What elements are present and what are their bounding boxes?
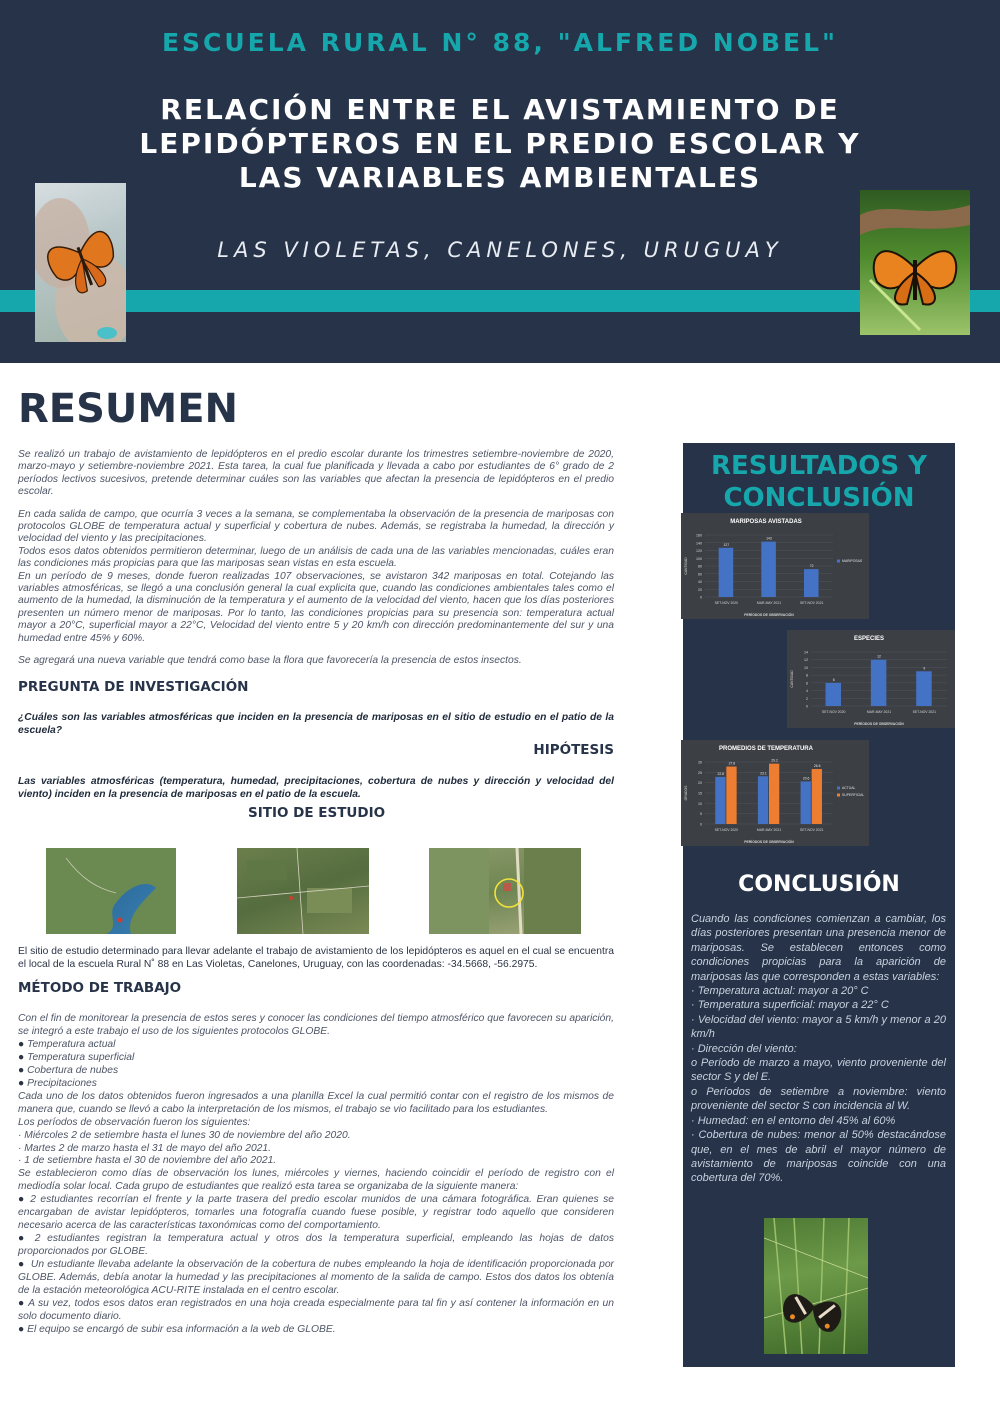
data-label: 29.2 [771, 758, 778, 763]
conclusion-line: · Velocidad del viento: mayor a 5 km/h y menor a 20 km/h [691, 1013, 946, 1041]
y-tick-label: 12 [804, 658, 808, 663]
chart-title: MARIPOSAS AVISTADAS [730, 519, 802, 525]
y-tick-label: 5 [700, 812, 702, 817]
hipotesis-text: Las variables atmosféricas (temperatura, humedad, precipitaciones, cobertura de nubes y dirección y velocidad del viento) inciden en la presencia de mariposas en el patio de la escuela. [18, 776, 614, 800]
x-tick-label: SET-NOV 2021 [799, 828, 824, 832]
bar [916, 671, 932, 706]
resumen-paragraph: Se agregará una nueva variable que tendrá como base la flora que favorecería la presencia de estos insectos. [18, 655, 522, 667]
resumen-paragraph: Se realizó un trabajo de avistamiento de lepidópteros en el predio escolar durante los trimestres setiembre-noviembre de 2020, marzo-mayo y setiembre-noviembre 2021. Esta tarea, la cual fue planificada y llevada a cabo por estudiantes de 6° grado de 2 períodos lectivos sucesivos, pretende determinar cuáles son las variables que afectan la presencia de lepidópteros en el predio escolar. [18, 449, 614, 498]
x-axis-label: PERÍODOS DE OBSERVACIÓN [854, 722, 904, 726]
bar [769, 764, 779, 824]
conclusion-line: o Períodos de setiembre a noviembre: viento proveniente del sector S con incidencia al W. [691, 1085, 946, 1113]
x-tick-label: MAR-MAY 2021 [866, 710, 892, 714]
bar [758, 776, 768, 824]
metodo-line: Se establecieron como días de observación los lunes, miércoles y viernes, haciendo coincidir el período de registro con el mediodía solar local. Cada grupo de estudiantes que realizó esta tarea se organizaba de la siguiente manera: [18, 1168, 614, 1193]
metodo-bullet-item: ● Temperatura superficial [18, 1052, 614, 1065]
pregunta-text: ¿Cuáles son las variables atmosféricas que inciden en la presencia de mariposas en el sitio de estudio en el patio de la escuela? [18, 712, 614, 736]
legend-swatch [837, 794, 840, 797]
y-tick-label: 60 [698, 572, 702, 577]
map-school-site [429, 848, 581, 934]
chart-temperatura [681, 740, 869, 846]
chart-mariposas [681, 513, 869, 619]
accent-band [0, 290, 1000, 312]
conclusion-line: Cuando las condiciones comienzan a cambiar, los días posteriores presentan una presencia menor de mariposas. Se establecen entonces como condiciones propicias para la aparición de mariposas las que corresponden a estas variables: [691, 913, 946, 983]
y-tick-label: 20 [698, 587, 702, 592]
y-tick-label: 2 [806, 696, 808, 701]
y-tick-label: 0 [806, 704, 808, 709]
map-area [237, 848, 369, 934]
butterfly-photo-hand [35, 183, 126, 342]
hipotesis-heading: HIPÓTESIS [533, 742, 614, 758]
y-axis-label: CANTIDAD [684, 557, 688, 575]
pregunta-heading: PREGUNTA DE INVESTIGACIÓN [18, 679, 249, 695]
metodo-line: · 1 de setiembre hasta el 30 de noviembre del año 2021. [18, 1155, 277, 1167]
y-tick-label: 6 [806, 681, 808, 686]
y-tick-label: 14 [804, 650, 808, 655]
bar [826, 683, 842, 706]
metodo-line: · Martes 2 de marzo hasta el 31 de mayo del año 2021. [18, 1142, 271, 1154]
metodo-bullet-item: ● Cobertura de nubes [18, 1065, 614, 1078]
map-region [46, 848, 176, 934]
y-tick-label: 20 [698, 781, 702, 786]
location-subtitle: LAS VIOLETAS, CANELONES, URUGUAY [217, 238, 783, 262]
metodo-bullet-item: ● A su vez, todos esos datos eran registrados en una hoja creada especialmente para tal fin y así contener la información en un solo documento diario. [18, 1298, 614, 1324]
bar [871, 660, 887, 706]
legend-label: MARIPOSAS [842, 559, 863, 563]
sitio-heading: SITIO DE ESTUDIO [248, 805, 386, 821]
data-label: 6 [832, 677, 835, 682]
conclusion-line: · Dirección del viento: [691, 1042, 797, 1055]
x-tick-label: MAR-MAY 2021 [756, 828, 782, 832]
metodo-bullet-item: ● Temperatura actual [18, 1039, 614, 1052]
bar [801, 781, 811, 824]
y-tick-label: 4 [806, 689, 808, 694]
metodo-bullet-item: ● 2 estudiantes recorrían el frente y la parte trasera del predio escolar munidos de una cámara fotográfica. Eran quienes se encargaban de avistar lepidópteros, tomarles una fotografía cuando fuese posible, y registrar todo aquello que consideren necesario acerca de las características taxonómicas como del comportamiento. [18, 1194, 614, 1233]
y-axis-label: GRADOS [684, 785, 688, 801]
y-axis-label: CANTIDAD [790, 670, 794, 688]
y-tick-label: 120 [696, 549, 702, 553]
y-tick-label: 10 [698, 801, 702, 806]
data-label: 127 [723, 542, 730, 547]
chart-title: ESPECIES [853, 636, 885, 642]
butterfly-photo-grass [764, 1218, 868, 1354]
data-label: 22.8 [717, 771, 725, 776]
metodo-bullet-item: ● El equipo se encargó de subir esa información a la web de GLOBE. [18, 1324, 614, 1337]
y-tick-label: 160 [696, 533, 702, 538]
metodo-bullet-item: ● Precipitaciones [18, 1078, 614, 1091]
bar [715, 777, 725, 824]
legend-label: ACTUAL [842, 786, 856, 790]
y-tick-label: 10 [804, 665, 808, 670]
metodo-line: Con el fin de monitorear la presencia de estos seres y conocer las condiciones del tiempo atmosférico que favorecen su aparición, se integró a este trabajo el uso de los siguientes protocolos GLOBE. [18, 1013, 614, 1037]
bar [812, 769, 822, 824]
resumen-paragraph: Todos esos datos obtenidos permitieron determinar, luego de un análisis de cada una de las variables mencionadas, cuáles eran las condiciones más propicias para que las mariposas sean vistas en esta escuela. [18, 545, 614, 570]
data-label: 20.6 [802, 776, 810, 781]
bar [726, 767, 736, 824]
metodo-bullet-item: ● 2 estudiantes registran la temperatura actual y otros dos la temperatura superficial, empleando las hojas de datos proporcionados por GLOBE. [18, 1233, 614, 1259]
y-tick-label: 30 [698, 760, 702, 765]
data-label: 12 [877, 654, 881, 659]
metodo-line: Los períodos de observación fueron los siguientes: [18, 1116, 251, 1128]
x-tick-label: SET-NOV 2020 [714, 828, 739, 832]
metodo-line: Cada uno de los datos obtenidos fueron ingresados a una planilla Excel la cual permitió contar con el registro de los mismos de manera que, cuando se llevó a cabo la interpretación de los mismos, el trabajo se vio facilitado para los estudiantes. [18, 1090, 614, 1115]
x-axis-label: PERÍODOS DE OBSERVACIÓN [744, 840, 794, 844]
data-label: 26.6 [813, 764, 821, 769]
y-tick-label: 15 [698, 791, 702, 796]
x-tick-label: MAR-MAY 2021 [756, 601, 782, 605]
y-tick-label: 100 [696, 556, 702, 561]
conclusion-line: · Humedad: en el entorno del 45% al 60% [691, 1114, 896, 1127]
conclusion-body [691, 912, 946, 1186]
y-tick-label: 140 [696, 541, 702, 546]
legend-swatch [837, 787, 840, 790]
legend-label: SUPERFICIAL [842, 793, 865, 797]
metodo-body [18, 1013, 614, 1337]
data-label: 143 [766, 536, 772, 541]
bar [804, 569, 819, 597]
x-tick-label: SET-NOV 2021 [799, 601, 824, 605]
y-tick-label: 0 [700, 595, 702, 600]
resumen-paragraph: En un período de 9 meses, donde fueron realizadas 107 observaciones, se avistaron 342 mariposas en total. Cotejando las variables atmosféricas, se llegó a una conclusión general la cual explicita que, cuando las condiciones ambientales tales como el aumento de la humedad, la disminución de la temperatura y el aumento de la velocidad del viento, hacen que los días posteriores presenten un número menor de mariposas. Por lo tanto, las condiciones propicias para su presencia son: temperatura actual mayor a 20°C, superficial mayor a 22°C, Velocidad del viento entre 5 y 20 km/h con dirección predominantemente del sur y una humedad entre 45% y 60%. [18, 570, 614, 644]
chart-title: PROMEDIOS DE TEMPERATURA [719, 746, 813, 752]
resumen-body [18, 449, 614, 668]
poster-header [0, 0, 1000, 363]
x-tick-label: SET-NOV 2020 [821, 710, 846, 714]
conclusion-line: · Cobertura de nubes: menor al 50% destacándose que, en el mes de abril el mayor número de avistamiento de mariposas coincide con una cobertura del 70%. [691, 1129, 946, 1185]
bar [719, 548, 734, 597]
poster-title: RELACIÓN ENTRE EL AVISTAMIENTO DE LEPIDÓPTEROS EN EL PREDIO ESCOLAR Y LAS VARIABLES AMBIENTALES [139, 93, 861, 194]
y-tick-label: 0 [700, 822, 702, 827]
resumen-heading: RESUMEN [18, 386, 239, 432]
y-tick-label: 8 [806, 673, 808, 678]
metodo-line: · Miércoles 2 de setiembre hasta el lunes 30 de noviembre del año 2020. [18, 1129, 351, 1141]
conclusion-line: · Temperatura superficial: mayor a 22° C [691, 999, 889, 1012]
conclusion-line: o Período de marzo a mayo, viento proveniente del sector S y del E. [691, 1057, 946, 1084]
butterfly-photo-monarch [860, 190, 970, 335]
metodo-bullet-item: ● Un estudiante llevaba adelante la observación de la cobertura de nubes empleando la hoja de identificación proporcionada por GLOBE. Además, debía anotar la humedad y las precipitaciones al momento de la salida de campo. Estos dos datos los obtenía de la estación meteorológica ACU-RITE instalada en el centro escolar. [18, 1259, 614, 1298]
resultados-heading: RESULTADOS Y CONCLUSIÓN [710, 451, 927, 513]
y-tick-label: 25 [698, 770, 702, 775]
bar [761, 542, 776, 597]
legend-swatch [837, 560, 840, 563]
y-tick-label: 40 [698, 580, 702, 584]
school-name: ESCUELA RURAL N° 88, "ALFRED NOBEL" [161, 28, 839, 57]
x-tick-label: SET-NOV 2021 [912, 710, 937, 714]
data-label: 72 [809, 564, 814, 569]
conclusion-line: · Temperatura actual: mayor a 20° C [691, 985, 869, 998]
resumen-paragraph: En cada salida de campo, que ocurría 3 veces a la semana, se complementaba la observación de la presencia de mariposas con protocolos GLOBE de temperatura actual y superficial y cobertura de nubes. Además, se registraba la humedad, la dirección y velocidad del viento y las precipitaciones. [18, 508, 614, 545]
x-tick-label: SET-NOV 2020 [714, 601, 739, 605]
data-label: 23.1 [760, 771, 767, 776]
data-label: 27.8 [728, 761, 736, 766]
chart-especies [787, 630, 955, 728]
sitio-text: El sitio de estudio determinado para llevar adelante el trabajo de avistamiento de los lepidópteros es aquel en el cual se encuentra el local de la escuela Rural N˚ 88 en Las Violetas, Canelones, Uruguay, con las coordenadas: -34.5668, -56.2975. [18, 946, 614, 970]
metodo-heading: MÉTODO DE TRABAJO [18, 980, 182, 996]
conclusion-heading: CONCLUSIÓN [738, 872, 900, 897]
y-tick-label: 80 [698, 564, 702, 569]
data-label: 9 [923, 666, 926, 671]
x-axis-label: PERÍODOS DE OBSERVACIÓN [744, 613, 794, 617]
